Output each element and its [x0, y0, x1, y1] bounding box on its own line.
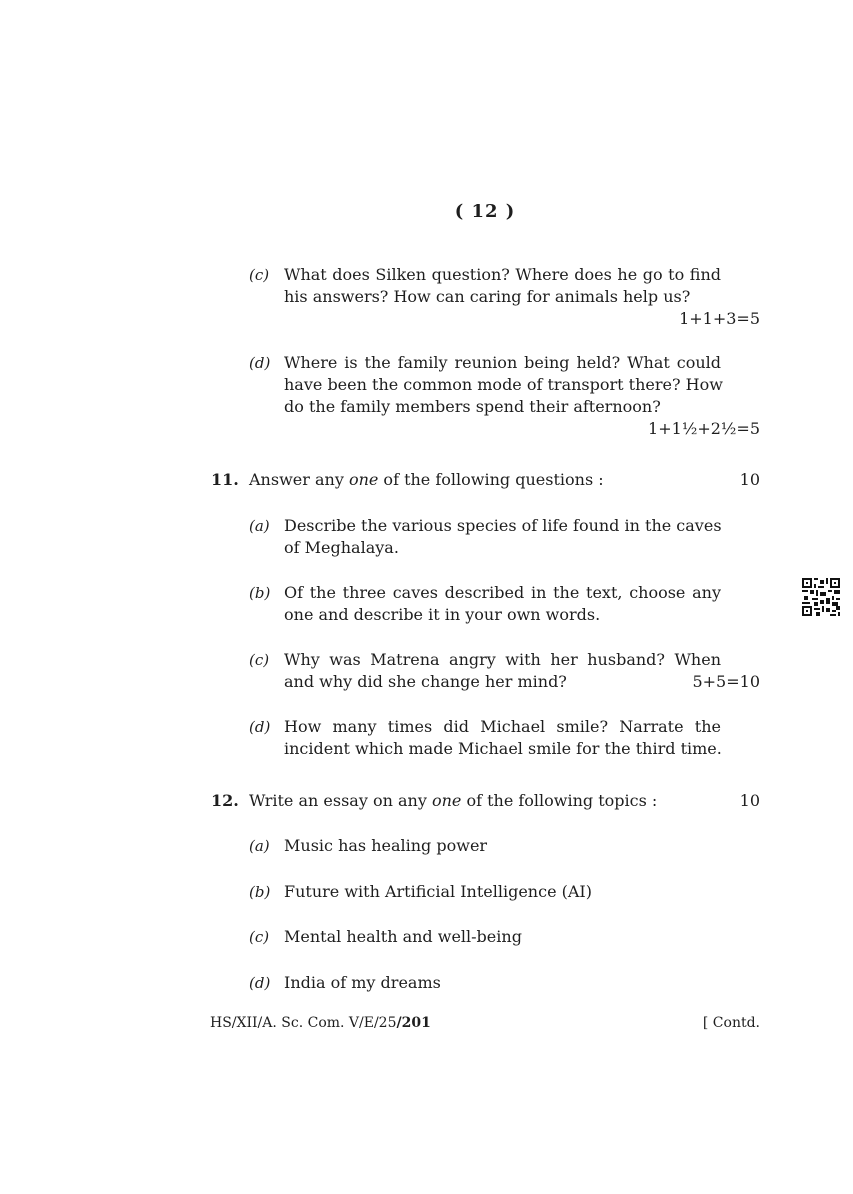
q12-d-label: (d) — [249, 974, 271, 992]
q11-d-label: (d) — [249, 718, 271, 736]
paper-code-prefix: HS/XII/A. Sc. Com. V/E/25 — [210, 1015, 397, 1031]
q12-instruction-em: one — [431, 791, 462, 810]
q11-b-line-2: one and describe it in your own words. — [284, 605, 601, 624]
continued-label: [ Contd. — [702, 1015, 760, 1031]
q11-b-line-1: Of the three caves described in the text, choose any — [284, 583, 721, 602]
q10-d-marks: 1+1½+2½=5 — [648, 419, 760, 438]
q11-marks: 10 — [739, 470, 760, 489]
q10-c-line-1: What does Silken question? Where does he go to find — [284, 265, 721, 284]
q11-instruction-post: of the following questions : — [378, 470, 604, 489]
q11-c-line-1: Why was Matrena angry with her husband? When — [284, 650, 721, 669]
q12-b-label: (b) — [249, 883, 271, 901]
q11-b-label: (b) — [249, 584, 271, 602]
q11-instruction-pre: Answer any — [249, 470, 349, 489]
qr-code-icon — [802, 578, 840, 620]
q12-a-label: (a) — [249, 837, 270, 855]
q12-instruction-post: of the following topics : — [461, 791, 658, 810]
q12-c-topic: Mental health and well-being — [284, 927, 522, 946]
q10-d-line-3: do the family members spend their afternoon? — [284, 397, 661, 416]
q11-instruction — [249, 469, 604, 491]
qr-code-graphic — [802, 578, 840, 616]
q11-a-line-2: of Meghalaya. — [284, 538, 399, 557]
q11-number: 11. — [211, 470, 239, 489]
q10-d-label: (d) — [249, 354, 271, 372]
q11-d-line-1: How many times did Michael smile? Narrate the — [284, 717, 721, 736]
page-number: ( 12 ) — [454, 201, 516, 222]
q10-c-label: (c) — [249, 266, 270, 284]
q12-d-topic: India of my dreams — [284, 973, 441, 992]
q10-d-line-2: have been the common mode of transport there? How — [284, 375, 723, 394]
q12-marks: 10 — [739, 791, 760, 810]
q12-number: 12. — [211, 791, 239, 810]
paper-code — [210, 1013, 431, 1033]
q11-a-line-1: Describe the various species of life found in the caves — [284, 516, 722, 535]
q10-c-marks: 1+1+3=5 — [679, 309, 760, 328]
q10-d-line-1: Where is the family reunion being held? What could — [284, 353, 721, 372]
paper-code-suffix: /201 — [396, 1015, 431, 1031]
q12-a-topic: Music has healing power — [284, 836, 488, 855]
q12-instruction — [249, 790, 657, 812]
q10-c-line-2: his answers? How can caring for animals help us? — [284, 287, 691, 306]
q11-d-line-2: incident which made Michael smile for the third time. — [284, 739, 722, 758]
q11-instruction-em: one — [348, 470, 379, 489]
q12-instruction-pre: Write an essay on any — [249, 791, 432, 810]
q11-c-line-2: and why did she change her mind? — [284, 672, 567, 691]
q11-c-marks: 5+5=10 — [692, 672, 760, 691]
q11-a-label: (a) — [249, 517, 270, 535]
q11-c-label: (c) — [249, 651, 270, 669]
q12-c-label: (c) — [249, 928, 270, 946]
q12-b-topic: Future with Artificial Intelligence (AI) — [284, 882, 592, 901]
